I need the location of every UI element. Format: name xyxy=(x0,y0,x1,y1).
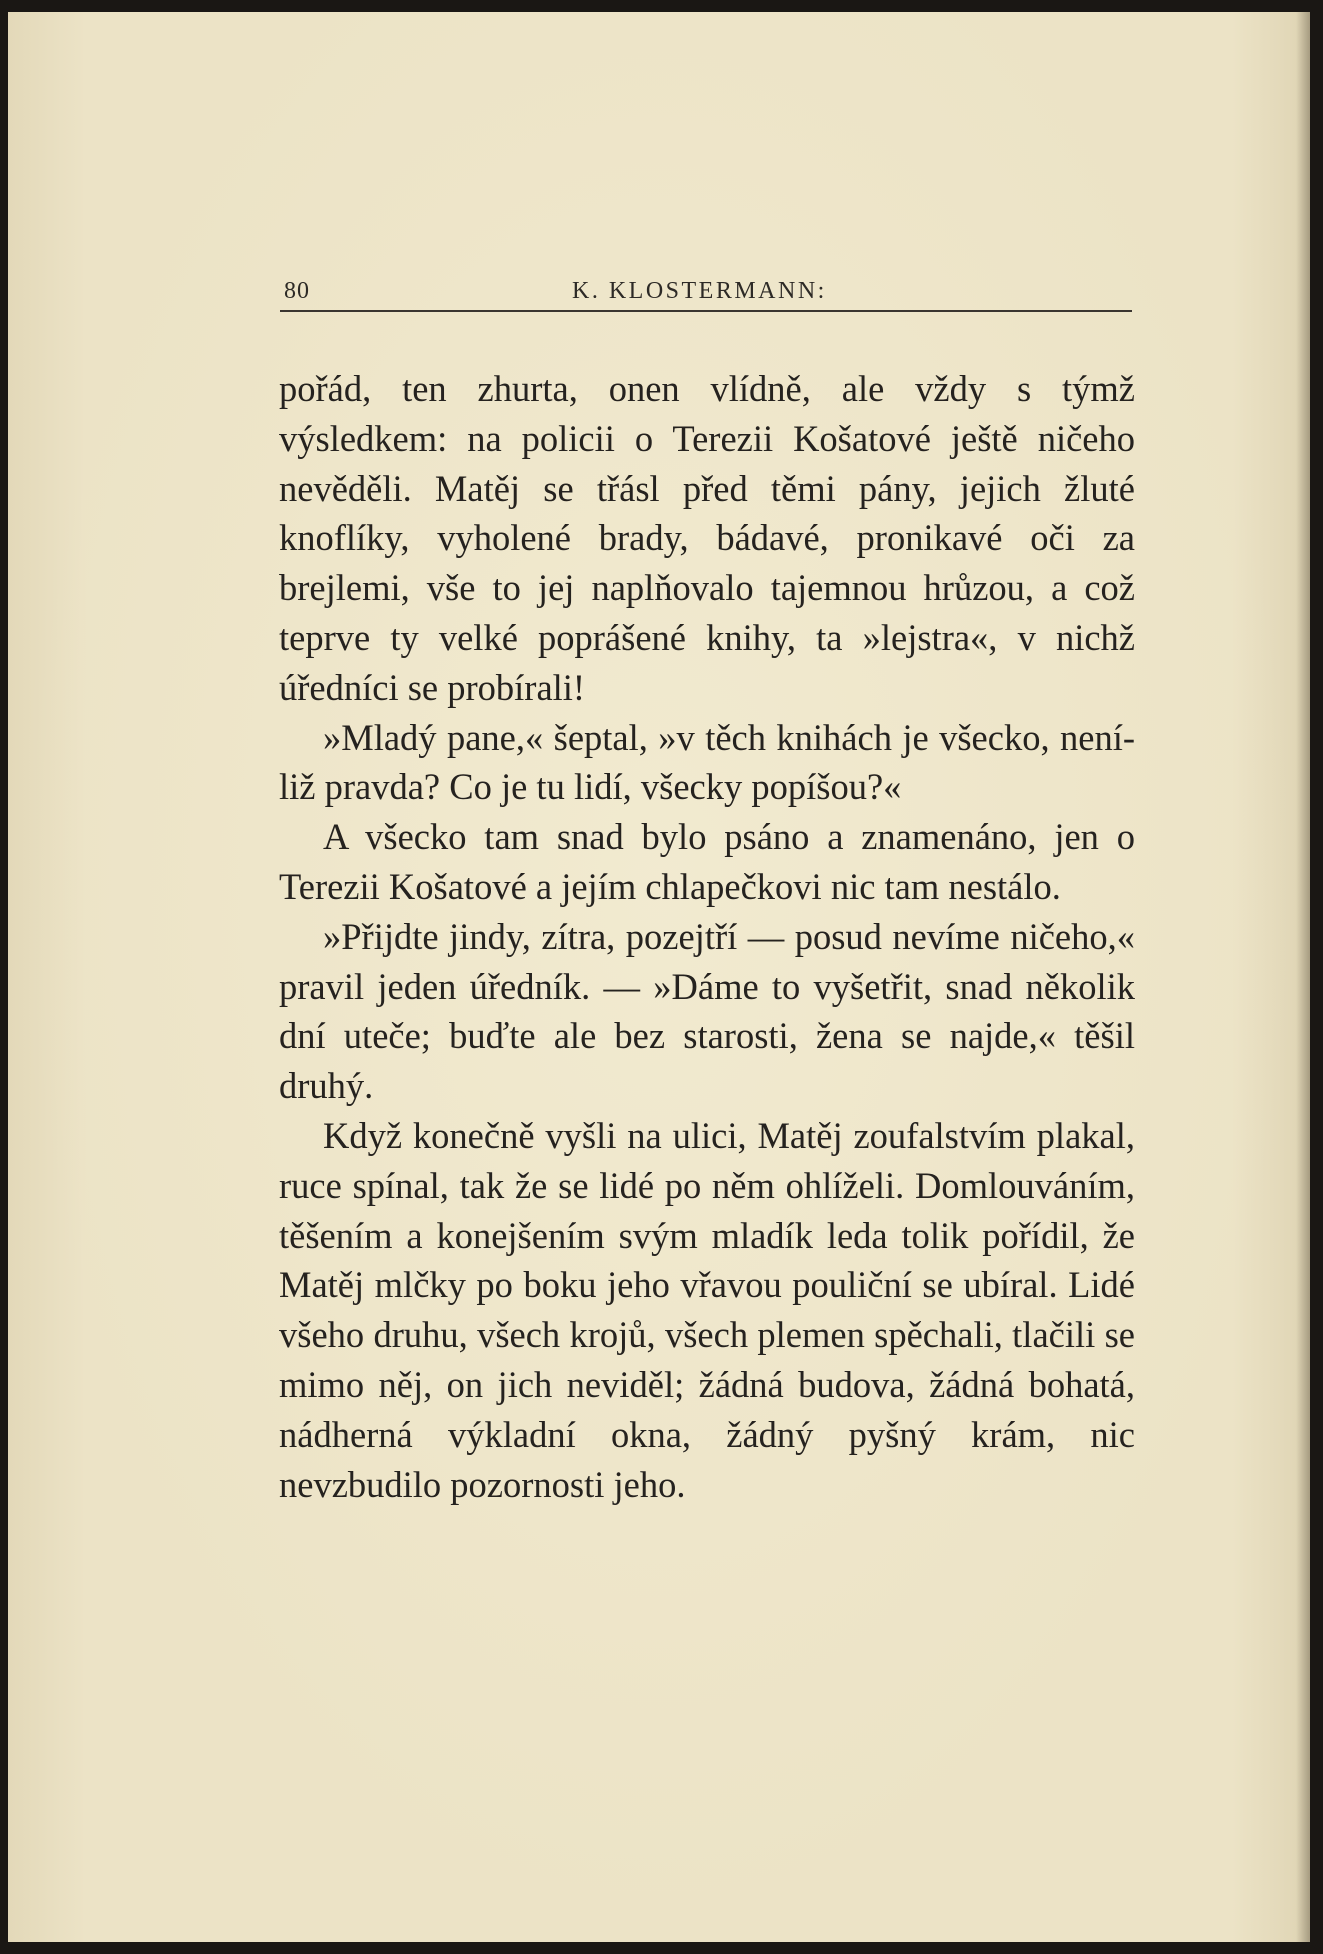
running-head xyxy=(276,274,1132,314)
paragraph-2: »Mladý pane,« šeptal, »v těch knihách je všecko, není-liž pravda? Co je tu lidí, všecky popíšou?« xyxy=(279,716,1135,808)
book-page xyxy=(8,12,1310,1942)
paragraph-5: Když konečně vyšli na ulici, Matěj zoufalstvím plakal, ruce spínal, tak že se lidé po něm ohlíželi. Domlouváním, těšením a konejšením svým mladík leda tolik pořídil, že Matěj mlčky po boku jeho vřavou pouliční se ubíral. Lidé všeho druhu, všech krojů, všech plemen spěchali, tlačili se mimo něj, on jich neviděl; žádná budova, žádná bohatá, nádherná výkladní okna, žádný pyšný krám, nic nevzbudilo pozornosti jeho. xyxy=(279,1114,1135,1505)
page-edge-shadow xyxy=(1296,12,1310,1942)
header-rule xyxy=(280,310,1132,312)
paragraph-1: pořád, ten zhurta, onen vlídně, ale vždy s týmž výsledkem: na policii o Terezii Košatové ještě ničeho nevěděli. Matěj se třásl před těmi pány, jejich žluté knoflíky, vyholené brady, bádavé, pronikavé oči za brejlemi, vše to jej naplňovalo tajemnou hrůzou, a což teprve ty velké poprášené knihy, ta »lejstra«, v nichž úředníci se probírali! xyxy=(279,368,1135,708)
paragraph-3: A všecko tam snad bylo psáno a znamenáno, jen o Terezii Košatové a jejím chlapečkovi nic tam nestálo. xyxy=(279,816,1135,907)
page-number: 80 xyxy=(284,278,310,304)
running-head-author: K. KLOSTERMANN: xyxy=(572,278,827,304)
body-text xyxy=(279,364,1135,1509)
paragraph-4: »Přijdte jindy, zítra, pozejtří — posud nevíme ničeho,« pravil jeden úředník. — »Dáme to vyšetřit, snad několik dní uteče; buďte ale bez starosti, žena se najde,« těšil druhý. xyxy=(279,915,1135,1107)
